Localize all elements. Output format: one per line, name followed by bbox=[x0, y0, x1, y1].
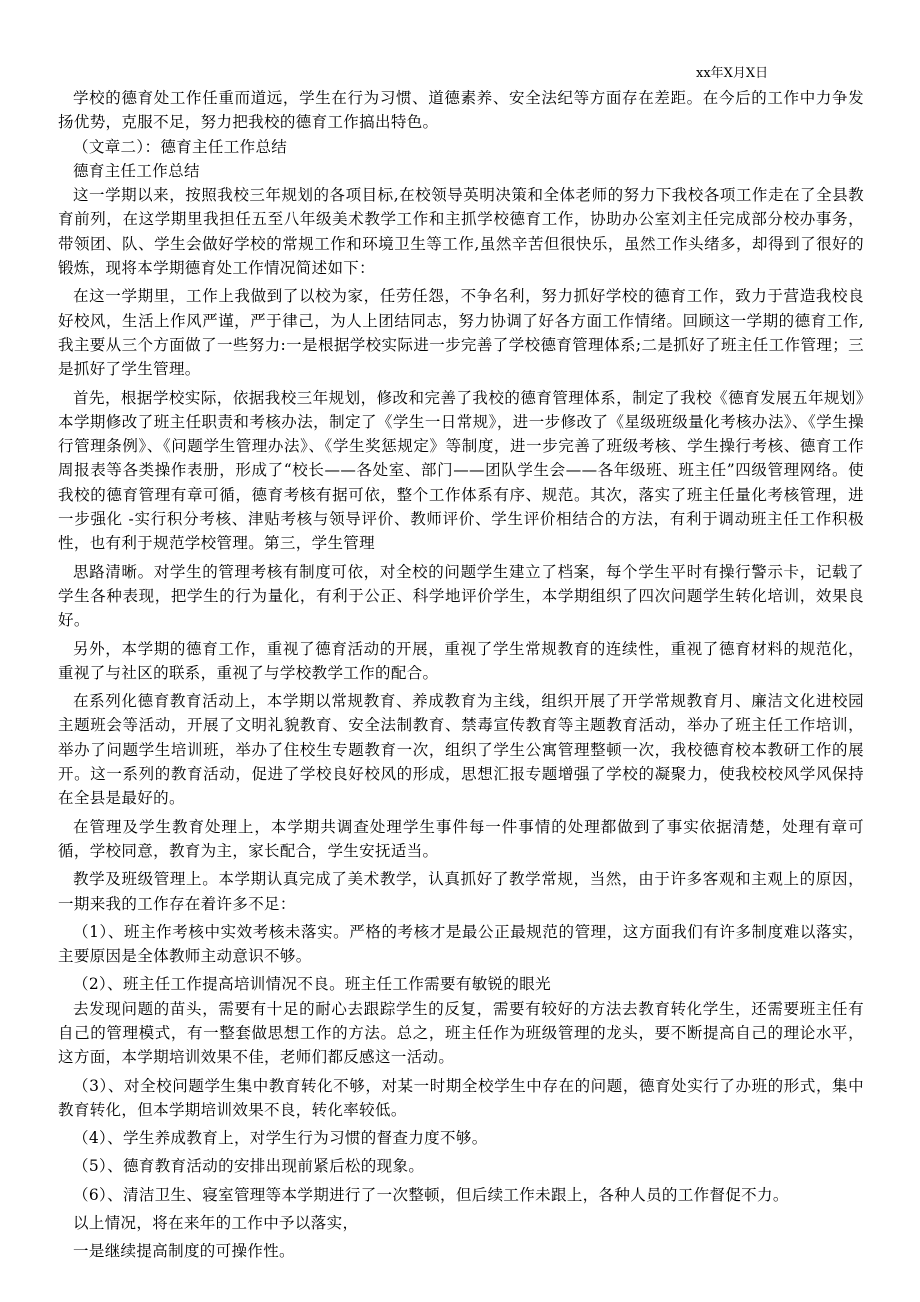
paragraph: 在系列化德育教育活动上，本学期以常规教育、养成教育为主线，组织开展了开学常规教育月、廉洁文化进校园主题班会等活动，开展了文明礼貌教育、安全法制教育、禁毒宣传教育等主题教育活动，举办了班主任工作培训，举办了问题学生培训班，举办了住校生专题教育一次，组织了学生公寓管理整顿一次，我校德育校本教研工作的展开。这一系列的教育活动，促进了学校良好校风的形成，思想汇报专题增强了学校的凝聚力，使我校校风学风保持在全县是最好的。 bbox=[58, 692, 864, 808]
header-date: xx年X月X日 bbox=[696, 66, 769, 81]
list-item: （4）、学生养成教育上，对学生行为习惯的督查力度不够。 bbox=[73, 1129, 488, 1148]
paragraph: 学校的德育处工作任重而道远，学生在行为习惯、道德素养、安全法纪等方面存在差距。在今后的工作中力争发扬优势，克服不足，努力把我校的德育工作搞出特色。 bbox=[58, 89, 864, 132]
paragraph: 这一学期以来，按照我校三年规划的各项目标,在校领导英明决策和全体老师的努力下我校各项工作走在了全县教育前列，在这学期里我担任五至八年级美术教学工作和主抓学校德育工作，协助办公室刘主任完成部分校办事务，带领团、队、学生会做好学校的常规工作和环境卫生等工作,虽然辛苦但很快乐，虽然工作头绪多，却得到了很好的锻炼，现将本学期德育处工作情况简述如下： bbox=[58, 186, 864, 278]
article-title: 德育主任工作总结 bbox=[73, 161, 200, 180]
article-heading: （文章二）：德育主任工作总结 bbox=[73, 137, 288, 156]
list-item: （3）、对全校问题学生集中教育转化不够，对某一时期全校学生中存在的问题，德育处实行了办班的形式，集中教育转化，但本学期培训效果不良，转化率较低。 bbox=[58, 1076, 864, 1119]
paragraph: 在这一学期里，工作上我做到了以校为家，任劳任怨，不争名利，努力抓好学校的德育工作，致力于营造我校良好校风，生活上作风严谨，严于律己，为人上团结同志，努力协调了好各方面工作情绪。回顾这一学期的德育工作,我主要从三个方面做了一些努力:一是根据学校实际进一步完善了学校德育管理体系;二是抓好了班主任工作管理；三是抓好了学生管理。 bbox=[58, 287, 864, 379]
paragraph: 思路清晰。对学生的管理考核有制度可依，对全校的问题学生建立了档案，每个学生平时有操行警示卡，记载了学生各种表现，把学生的行为量化，有利于公正、科学地评价学生，本学期组织了四次问题学生转化培训，效果良好。 bbox=[58, 562, 864, 630]
document-body bbox=[58, 86, 864, 1264]
paragraph: 另外，本学期的德育工作，重视了德育活动的开展，重视了学生常规教育的连续性，重视了德育材料的规范化，重视了与社区的联系，重视了与学校教学工作的配合。 bbox=[58, 639, 864, 682]
paragraph: 以上情况，将在来年的工作中予以落实， bbox=[73, 1214, 359, 1233]
list-item: （6）、清洁卫生、寝室管理等本学期进行了一次整顿，但后续工作未跟上，各种人员的工作督促不力。 bbox=[73, 1185, 789, 1204]
list-item: （1）、班主作考核中实效考核未落实。严格的考核才是最公正最规范的管理，这方面我们有许多制度难以落实，主要原因是全体教师主动意识不够。 bbox=[58, 922, 864, 966]
paragraph: 去发现问题的苗头，需要有十足的耐心去跟踪学生的反复，需要有较好的方法去教育转化学生，还需要班主任有自己的管理模式，有一整套做思想工作的方法。总之，班主任作为班级管理的龙头，要不断提高自己的理论水平，这方面，本学期培训效果不佳，老师们都反感这一活动。 bbox=[58, 999, 864, 1067]
paragraph: 一是继续提高制度的可操作性。 bbox=[73, 1242, 295, 1261]
list-item: （5）、德育教育活动的安排出现前紧后松的现象。 bbox=[73, 1157, 425, 1176]
paragraph: 首先，根据学校实际，依据我校三年规划，修改和完善了我校的德育管理体系，制定了我校《德育发展五年规划》本学期修改了班主任职责和考核办法，制定了《学生一日常规》，进一步修改了《星级班级量化考核办法》、《学生操行管理条例》、《问题学生管理办法》、《学生奖惩规定》等制度，进一步完善了班级考核、学生操行考核、德育工作周报表等各类操作表册，形成了“校长——各处室、部门——团队学生会——各年级班、班主任”四级管理网络。使我校的德育管理有章可循，德育考核有据可依，整个工作体系有序、规范。其次，落实了班主任量化考核管理，进一步强化 -实行积分考核、津贴考核与领导评价、教师评价、学生评价相结合的方法，有利于调动班主任工作积极性，也有利于规范学校管理。第三，学生管理 bbox=[58, 388, 864, 553]
list-item: （2）、班主任工作提高培训情况不良。班主任工作需要有敏锐的眼光 bbox=[73, 975, 551, 994]
paragraph: 教学及班级管理上。本学期认真完成了美术教学，认真抓好了教学常规，当然，由于许多客观和主观上的原因，一期来我的工作存在着许多不足： bbox=[58, 870, 864, 913]
paragraph: 在管理及学生教育处理上，本学期共调查处理学生事件每一件事情的处理都做到了事实依据清楚，处理有章可循，学校同意，教育为主，家长配合，学生安抚适当。 bbox=[58, 817, 864, 860]
